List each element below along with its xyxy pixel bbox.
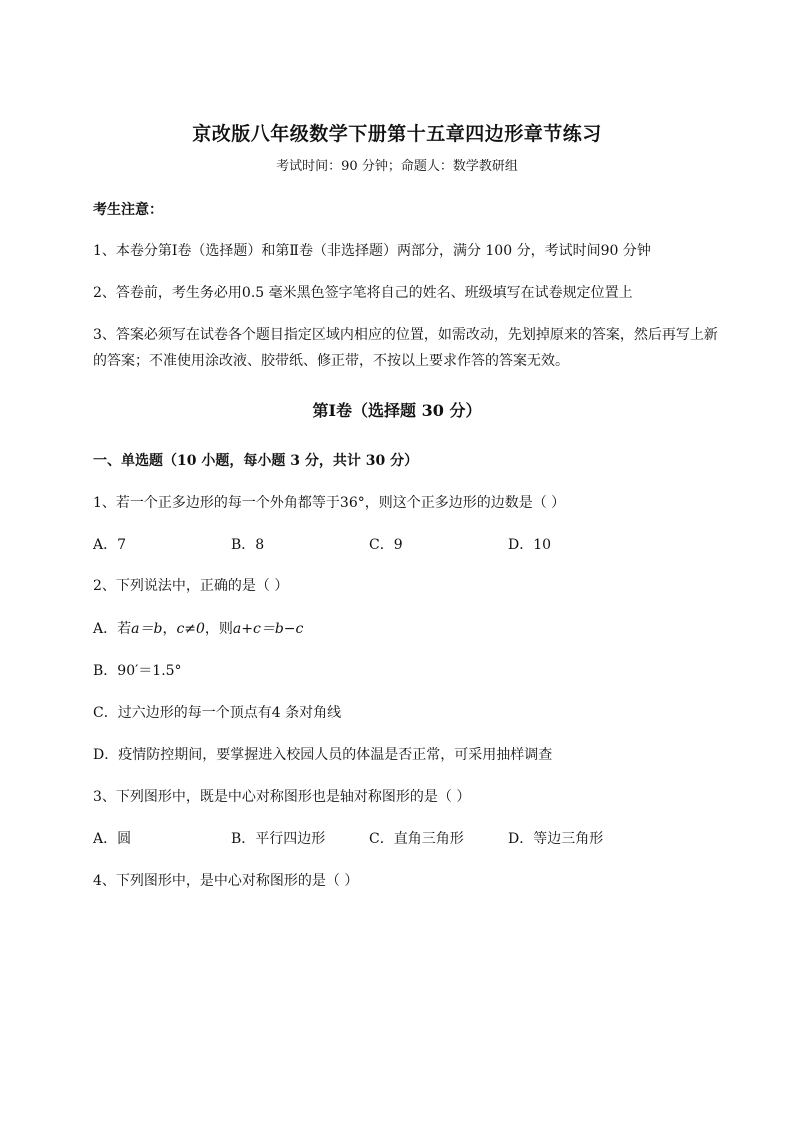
separator: ，则 — [204, 621, 233, 637]
question-1-stem: 1、若一个正多边形的每一个外角都等于36°，则这个正多边形的边数是（ ） — [93, 495, 566, 511]
notice-item-2: 2、答卷前，考生务必用0.5 毫米黑色签字笔将自己的姓名、班级填写在试卷规定位置上 — [93, 285, 633, 301]
part-heading: 一、单选题（10 小题，每小题 3 分，共计 30 分） — [93, 453, 419, 469]
notice-item-3-continued: 的答案；不准使用涂改液、胶带纸、修正带，不按以上要求作答的答案无效。 — [93, 353, 569, 369]
math-expression: a+c＝b−c — [232, 621, 304, 637]
question-3-option-d: D．等边三角形 — [508, 831, 604, 847]
notice-item-1: 1、本卷分第Ⅰ卷（选择题）和第Ⅱ卷（非选择题）两部分，满分 100 分，考试时间90 分钟 — [93, 243, 651, 259]
math-expression: c≠0 — [176, 621, 205, 637]
question-3-stem: 3、下列图形中，既是中心对称图形也是轴对称图形的是（ ） — [93, 789, 471, 805]
question-1-option-c: C．9 — [369, 537, 403, 553]
question-3-option-b: B．平行四边形 — [231, 831, 326, 847]
section-title: 第Ⅰ卷（选择题 30 分） — [312, 401, 482, 420]
question-2-option-c: C．过六边形的每一个顶点有4 条对角线 — [93, 705, 342, 721]
page-title: 京改版八年级数学下册第十五章四边形章节练习 — [192, 123, 602, 145]
question-2-option-d: D．疫情防控期间，要掌握进入校园人员的体温是否正常，可采用抽样调查 — [93, 747, 553, 763]
exam-subtitle: 考试时间：90 分钟；命题人：数学教研组 — [276, 159, 518, 174]
separator: ， — [162, 621, 177, 637]
question-4-stem: 4、下列图形中，是中心对称图形的是（ ） — [93, 873, 359, 889]
question-1-option-b: B．8 — [231, 537, 265, 553]
notice-heading: 考生注意： — [93, 202, 163, 218]
question-2-option-a — [93, 620, 303, 638]
question-3-option-c: C．直角三角形 — [369, 831, 464, 847]
notice-item-3: 3、答案必须写在试卷各个题目指定区域内相应的位置，如需改动，先划掉原来的答案，然后再写上新 — [93, 327, 718, 343]
question-2-option-b: B．90′＝1.5° — [93, 663, 182, 679]
math-expression: a＝b — [131, 621, 163, 637]
option-a-prefix: A．若 — [93, 621, 132, 637]
question-1-option-d: D．10 — [508, 537, 552, 553]
question-3-option-a: A．圆 — [93, 831, 132, 847]
question-2-stem: 2、下列说法中，正确的是（ ） — [93, 578, 289, 594]
question-1-option-a: A．7 — [93, 537, 127, 553]
